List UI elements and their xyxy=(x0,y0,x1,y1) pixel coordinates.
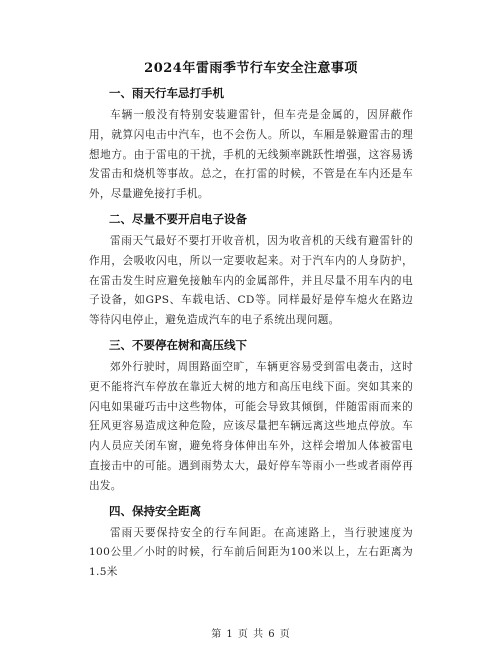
section-paragraph: 郊外行驶时，周围路面空旷，车辆更容易受到雷电袭击，这时更不能将汽车停放在靠近大树的地方和高压电线下面。突如其来的闪电如果碰巧击中这些物体，可能会导致其倾倒，伴随雷雨而来的狂风更容易造成这种危险，应该尽量把车辆远离这些地点停放。车内人员应关闭车窗，避免将身体伸出车外，这样会增加人体被雷电直接击中的可能。遇到雨势太大，最好停车等雨小一些或者雨停再出发。 xyxy=(89,360,413,492)
section-2 xyxy=(89,210,413,331)
section-paragraph: 车辆一般没有特别安装避雷针，但车壳是金属的，因屏蔽作用，就算闪电击中汽车，也不会伤人。所以，车厢是躲避雷击的理想地方。由于雷电的干扰，手机的无线频率跳跃性增强，这容易诱发雷击和烧机等事故。总之，在打雷的时候，不管是在车内还是车外，尽量避免接打手机。 xyxy=(89,109,413,201)
section-4 xyxy=(89,502,413,583)
document-body xyxy=(89,84,413,588)
section-paragraph: 雷雨天要保持安全的行车间距。在高速路上，当行驶速度为100公里／小时的时候，行车前后间距为100米以上，左右距离为1.5米 xyxy=(89,526,413,579)
section-3 xyxy=(89,336,413,497)
section-heading: 四、保持安全距离 xyxy=(109,503,201,518)
page-number-footer: 第 1 页 共 6 页 xyxy=(211,629,291,640)
section-paragraph: 雷雨天气最好不要打开收音机，因为收音机的天线有避雷针的作用，会吸收闪电，所以一定要收起来。对于汽车内的人身防护，在雷击发生时应避免接触车内的金属部件，并且尽量不用车内的电子设备，如GPS、车载电话、CD等。同样最好是停车熄火在路边等待闪电停止，避免造成汽车的电子系统出现问题。 xyxy=(89,234,413,327)
document-title: 2024年雷雨季节行车安全注意事项 xyxy=(144,61,358,76)
section-heading: 三、不要停在树和高压线下 xyxy=(109,337,247,352)
section-1 xyxy=(89,84,413,205)
section-heading: 一、雨天行车忌打手机 xyxy=(109,86,224,100)
section-heading: 二、尽量不要开启电子设备 xyxy=(109,211,247,226)
